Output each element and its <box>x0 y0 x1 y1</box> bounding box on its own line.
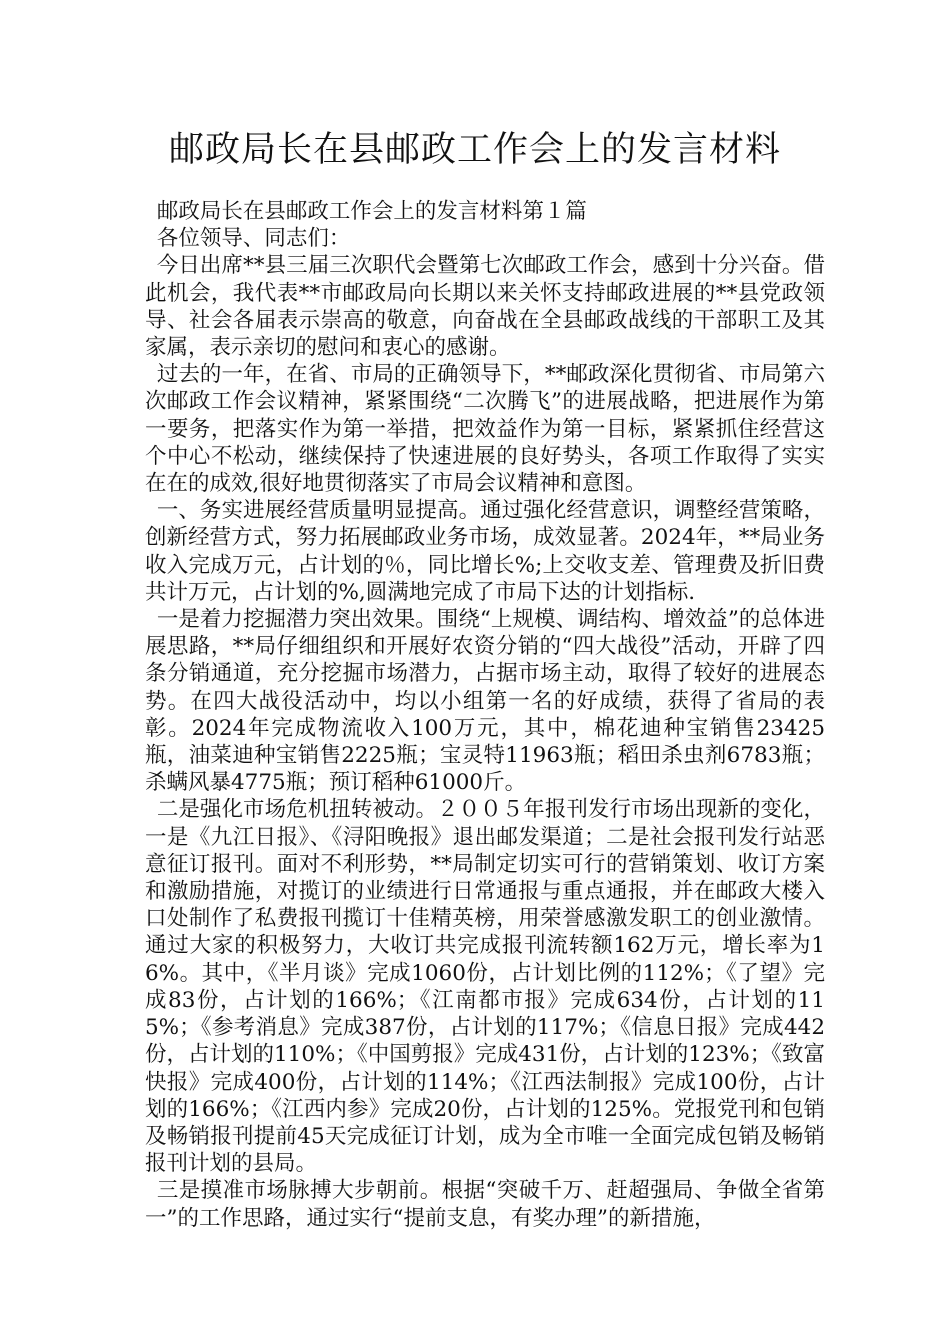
paragraph-point-one: 一、务实进展经营质量明显提高。通过强化经营意识，调整经营策略，创新经营方式，努力拓展邮政业务市场，成效显著。2024年，**局业务收入完成万元，占计划的％，同比增长%;上交收支差、管理费及折旧费共计万元，占计划的%,圆满地完成了市局下达的计划指标. <box>145 498 825 605</box>
paragraph-sub-two: 二是强化市场危机扭转被动。２００５年报刊发行市场出现新的变化，一是《九江日报》、《浔阳晚报》退出邮发渠道；二是社会报刊发行站恶意征订报刊。面对不利形势，**局制定切实可行的营销策划、收订方案和激励措施，对揽订的业绩进行日常通报与重点通报，并在邮政大楼入口处制作了私费报刊揽订十佳精英榜，用荣誉感激发职工的创业激情。通过大家的积极努力，大收订共完成报刊流转额162万元，增长率为16%。其中，《半月谈》完成1060份，占计划比例的112%；《了望》完成83份，占计划的166%；《江南都市报》完成634份，占计划的115%；《参考消息》完成387份，占计划的117%；《信息日报》完成442份，占计划的110%；《中国剪报》完成431份，占计划的123%；《致富快报》完成400份，占计划的114%；《江西法制报》完成100份，占计划的166%；《江西内参》完成20份，占计划的125%。党报党刊和包销及畅销报刊提前45天完成征订计划，成为全市唯一全面完成包销及畅销报刊计划的县局。 <box>145 797 825 1177</box>
paragraph-opening: 今日出席**县三届三次职代会暨第七次邮政工作会，感到十分兴奋。借此机会，我代表**市邮政局向长期以来关怀支持邮政进展的**县党政领导、社会各届表示崇高的敬意，向奋战在全县邮政战线的干部职工及其家属，表示亲切的慰问和衷心的感谢。 <box>145 253 825 361</box>
document-body <box>145 198 825 1232</box>
paragraph-sub-three: 三是摸准市场脉搏大步朝前。根据“突破千万、赶超强局、争做全省第一”的工作思路，通过实行“提前支息，有奖办理”的新措施， <box>145 1178 825 1231</box>
paragraph-sub-one: 一是着力挖掘潜力突出效果。围绕“上规模、调结构、增效益”的总体进展思路，**局仔细组织和开展好农资分销的“四大战役”活动，开辟了四条分销通道，充分挖掘市场潜力，占据市场主动，取得了较好的进展态势。在四大战役活动中，均以小组第一名的好成绩，获得了省局的表彰。2024年完成物流收入100万元，其中，棉花迪种宝销售23425瓶，油菜迪种宝销售2225瓶；宝灵特11963瓶；稻田杀虫剂6783瓶；杀螨风暴4775瓶；预订稻种61000斤。 <box>145 607 825 796</box>
section-heading: 邮政局长在县邮政工作会上的发言材料第１篇 <box>156 199 587 224</box>
document-title: 邮政局长在县邮政工作会上的发言材料 <box>168 130 781 170</box>
paragraph-review: 过去的一年，在省、市局的正确领导下，**邮政深化贯彻省、市局第六次邮政工作会议精神，紧紧围绕“二次腾飞”的进展战略，把进展作为第一要务，把落实作为第一举措，把效益作为第一目标，紧紧抓住经营这个中心不松动，继续保持了快速进展的良好势头，各项工作取得了实实在在的成效,很好地贯彻落实了市局会议精神和意图。 <box>145 362 825 497</box>
salutation: 各位领导、同志们： <box>156 226 351 252</box>
